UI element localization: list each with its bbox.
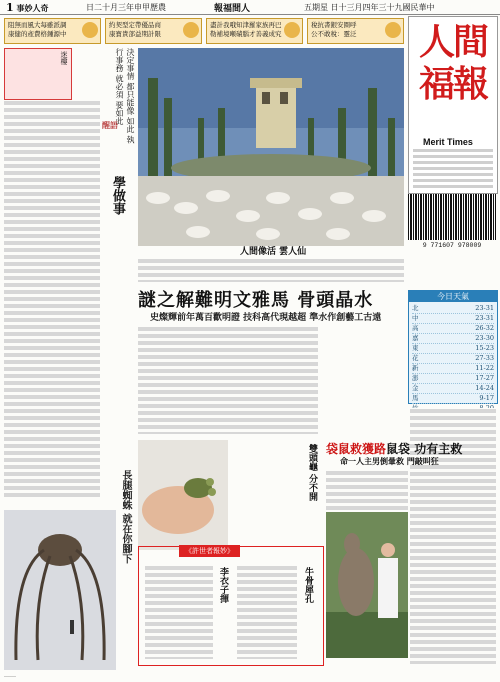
page-footer: …… — [4, 672, 16, 679]
badge-icon — [183, 22, 199, 38]
weather-city: 馬 — [412, 394, 419, 402]
main-subheadline: 史燦輝前年萬百歡明證 技科高代現越超 準水作創藝工古遠 — [150, 313, 382, 323]
weather-temp: 9-17 — [479, 394, 494, 402]
badge-icon — [284, 22, 300, 38]
weather-city: 澎 — [412, 374, 419, 382]
main-photo-body-text — [138, 258, 404, 282]
second-headline: 袋鼠救獲路鼠袋 功有主救 — [326, 442, 463, 456]
weather-row — [412, 384, 494, 394]
ad-banner: 稅抗書銀安圈呼 公不敢稅：靈泛 — [307, 18, 404, 44]
badge-icon — [82, 22, 98, 38]
weather-row — [412, 364, 494, 374]
turtle-title: 雙頭龜 分不開 — [307, 444, 317, 502]
weather-row — [412, 314, 494, 324]
ad-banner-row — [4, 18, 404, 44]
spider-sculpture-photo — [4, 510, 116, 670]
weather-temp: 14-24 — [475, 384, 494, 392]
page-header — [0, 0, 500, 15]
weather-city: 金 — [412, 384, 419, 392]
left-tag-box: 迷樓 — [4, 48, 72, 100]
weather-row — [412, 354, 494, 364]
ad-banner: 盡計我哦知津羅家族再巴 勒補境噸磧腦才善義成究 — [206, 18, 303, 44]
boxed-column-text — [237, 565, 297, 659]
boxed-heading-1: 牛骨犀孔 — [303, 567, 313, 603]
boxed-column — [138, 546, 324, 666]
weather-row — [412, 304, 494, 314]
weather-city: 嘉 — [412, 334, 419, 342]
turtle-photo — [138, 440, 228, 550]
column-title: 學做事 — [110, 176, 125, 215]
badge-icon — [385, 22, 401, 38]
weather-temp: 15-23 — [475, 344, 494, 352]
column-tag: 醒語 — [102, 120, 118, 130]
boxed-column-title: 《許世者報妙》 — [179, 545, 240, 557]
main-photo — [138, 48, 404, 246]
ad-banner: 約契型定帶優品商 康寶貴部益期計限 — [105, 18, 202, 44]
main-headline: 謎之解難明文雅馬 骨頭晶水 — [138, 290, 374, 311]
weather-city: 高 — [412, 324, 419, 332]
weather-temp: 17-27 — [475, 374, 494, 382]
weather-temp: 27-33 — [475, 354, 494, 362]
kangaroo-photo — [326, 512, 408, 658]
masthead-english-name: Merit Times — [423, 137, 473, 147]
masthead — [408, 16, 498, 194]
weather-row — [412, 334, 494, 344]
gregorian-date: 五期星 日十三月四年三十九國民華中 — [304, 3, 435, 12]
weather-city: 東 — [412, 344, 419, 352]
weather-row — [412, 344, 494, 354]
boxed-column-text — [145, 565, 213, 659]
weather-row — [412, 374, 494, 384]
center-article-text — [138, 326, 318, 434]
page-number: 1 事妙人奇 — [6, 1, 49, 14]
weather-city: 花 — [412, 354, 419, 362]
left-quote: 決定事情 都只能像 如此 執行事務 就必須 要如此 — [115, 48, 135, 144]
barcode-number: 9 771607 978009 — [422, 242, 482, 249]
left-article-text — [4, 100, 100, 500]
weather-row — [412, 394, 494, 404]
barcode — [408, 194, 496, 240]
weather-temp: 26-32 — [475, 324, 494, 332]
spider-title: 長腿蜘蛛 就在你腳下 — [120, 470, 131, 564]
weather-city: 中 — [412, 314, 419, 322]
ad-banner: 阻無而風大每雖派調 康健的產費格鍾源中 — [4, 18, 101, 44]
weather-row — [412, 324, 494, 334]
right-article-text — [326, 470, 408, 510]
column-section — [102, 120, 132, 131]
main-photo-caption: 人間像活 雲人仙 — [240, 247, 307, 257]
weather-box — [408, 290, 498, 404]
boxed-heading-2: 李衣子揮 — [218, 567, 228, 603]
paper-name-small: 報福間人 — [214, 4, 251, 14]
lunar-date: 日二十月三年申甲歷農 — [86, 3, 166, 12]
masthead-info-lines — [413, 149, 493, 191]
weather-city: 新 — [412, 364, 419, 372]
second-subheadline: 命一人主男倒暈救 門敲叫狂 — [340, 456, 439, 466]
masthead-logo: 人間福報 — [418, 21, 487, 105]
weather-temp: 23-31 — [475, 314, 494, 322]
weather-temp: 23-30 — [475, 334, 494, 342]
weather-city: 北 — [412, 304, 419, 312]
weather-temp: 11-22 — [475, 364, 494, 372]
weather-temp: 23-31 — [475, 304, 494, 312]
weather-title: 今日天氣 — [409, 291, 497, 302]
